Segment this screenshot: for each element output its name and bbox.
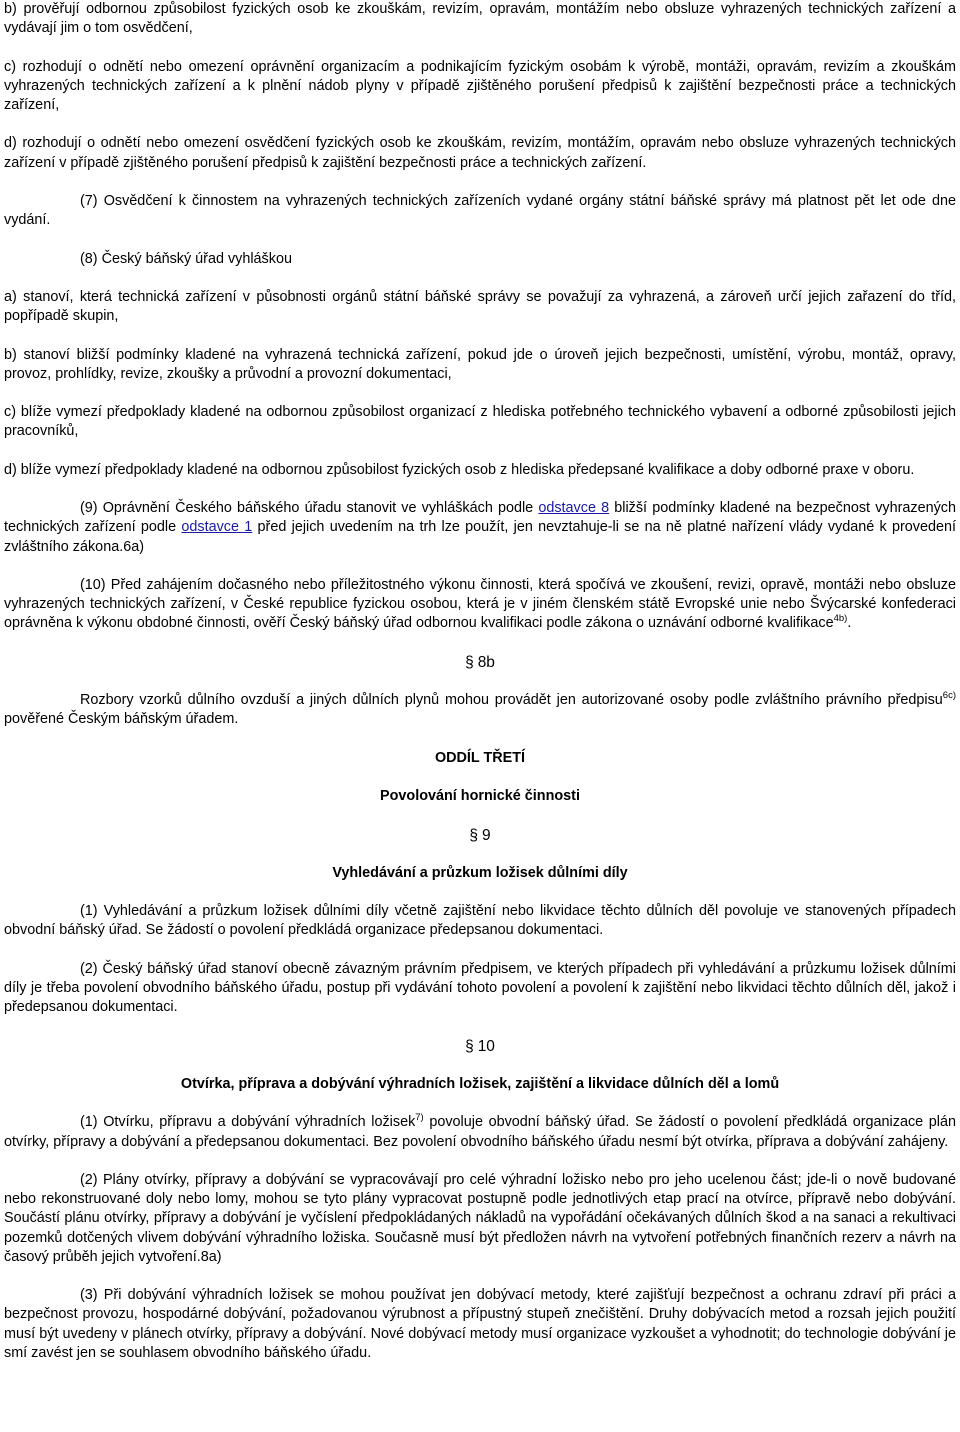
paragraph-9-text-1: (9) Oprávnění Českého báňského úřadu stanovit ve vyhláškách podle [80,500,539,517]
paragraph-8a: a) stanoví, která technická zařízení v působnosti orgánů státní báňské správy se považují za vyhrazená, a zároveň určí jejich zařazení do tříd, popřípadě skupin, [4,288,956,325]
section-symbol: § [465,1037,474,1055]
section-number-9: 9 [482,826,491,844]
paragraph-9-text-3: před jejich uvedením na trh lze použít, jen nevztahuje-li se na ně platné nařízení vlády vydané k provedení zvláštního zákona.6a) [4,519,956,555]
section-heading-10 [4,1037,956,1056]
section-9-paragraph-2: (2) Český báňský úřad stanoví obecně závazným právním předpisem, ve kterých případech při vyhledávání a průzkumu ložisek důlními díly je třeba povolení obvodního báňského úřadu, postup při vydávání tohoto povolení a povolení k zajištění nebo likvidaci těchto důlních děl, jakož i předepsanou dokumentaci. [4,960,956,1016]
paragraph-6b: b) prověřují odbornou způsobilost fyzických osob ke zkouškám, revizím, opravám, montážím nebo obsluze vyhrazených technických zařízení a vydávají jim o tom osvědčení, [4,1,956,37]
link-odstavce-1[interactable]: odstavce 1 [181,519,253,536]
section-number-10: 10 [477,1037,495,1055]
section-9-title: Vyhledávání a průzkum ložisek důlními díly [332,864,628,881]
section-10-title: Otvírka, příprava a dobývání výhradních ložisek, zajištění a likvidace důlních děl a lomů [180,1076,780,1093]
paragraph-6d: d) rozhodují o odnětí nebo omezení osvědčení fyzických osob ke zkouškám, revizím, montážím, opravám nebo obsluze vyhrazených technických zařízení v případě zjištěného porušení předpisů k zajištění bezpečnosti práce a technických zařízení. [4,135,956,171]
paragraph-8d: d) blíže vymezí předpoklady kladené na odbornou způsobilost fyzických osob z hlediska předepsané kvalifikace a doby odborné praxe v oboru. [4,461,915,478]
section-symbol: § [469,826,478,844]
part-title: ODDÍL TŘETÍ [434,749,526,766]
paragraph-8: (8) Český báňský úřad vyhláškou [80,250,292,267]
section-10-paragraph-2: (2) Plány otvírky, přípravy a dobývání se vypracovávají pro celé výhradní ložisko nebo pro jeho ucelenou část; jde-li o nově budované nebo rekonstruované doly nebo lomy, mohou se tyto plány vypracovat postupně podle jednotlivých etap prací na otvírce, přípravě nebo dobývání. Součástí plánu otvírky, přípravy a dobývání je vyčíslení předpokládaných nákladů na vypořádání očekávaných důlních škod a na sanaci a rekultivaci pozemků dotčených vlivem dobývání výhradního ložiska. Současně musí být předložen návrh na vytvoření potřebných finančních rezerv a návrh na časový průběh jejich vytvoření.8a) [4,1172,956,1265]
paragraph-10-end: . [847,615,852,632]
paragraph-9 [4,499,956,557]
paragraph-8c: c) blíže vymezí předpoklady kladené na odbornou způsobilost organizací z hlediska potřebného technického vybavení a odborné způsobilosti jejich pracovníků, [4,404,956,440]
section-10-paragraph-1-text-2: povoluje obvodní báňský úřad. Se žádostí o povolení předkládá organizace plán otvírky, přípravy a dobývání a předepsanou dokumentaci. Bez povolení obvodního báňského úřadu nesmí být otvírka, příprava a dobývání zahájeny. [4,1114,956,1150]
section-10-paragraph-1 [4,1113,956,1151]
section-9-paragraph-1: (1) Vyhledávání a průzkum ložisek důlními díly včetně zajištění nebo likvidace těchto důlních děl povoluje ve stanovených případech obvodní báňský úřad. Se žádostí o povolení předkládá organizace předepsanou dokumentaci. [4,903,956,939]
footnote-ref-6c: 6c) [942,690,956,702]
section-8b-text [4,691,956,729]
section-symbol: § [465,653,474,671]
section-heading-8b [4,653,956,672]
section-8b-text-2: pověřené Českým báňským úřadem. [4,711,239,728]
document-page [4,0,956,1363]
paragraph-9-text-2: bližší podmínky kladené na bezpečnost vyhrazených technických zařízení podle [4,500,956,536]
link-odstavce-8[interactable]: odstavce 8 [538,500,610,517]
paragraph-10-text: (10) Před zahájením dočasného nebo příležitostného výkonu činnosti, která spočívá ve zkoušení, revizi, opravě, montáži nebo obsluze vyhrazených technických zařízení, v České republice fyzickou osobou, která je v jiném členském státě Evropské unie nebo Švýcarské konfederaci oprávněna k výkonu obdobné činnosti, ověří Český báňský úřad odbornou kvalifikaci podle zákona o uznávání odborné kvalifikace [4,576,956,632]
paragraph-7: (7) Osvědčení k činnostem na vyhrazených technických zařízeních vydané orgány státní báňské správy má platnost pět let ode dne vydání. [4,192,956,229]
footnote-ref-7: 7) [415,1112,424,1124]
section-number-8b: 8b [477,653,495,671]
section-10-paragraph-3: (3) Při dobývání výhradních ložisek se mohou používat jen dobývací metody, které zajišťují bezpečnost a ochranu zdraví při práci a bezpečnost provozu, hospodárné dobývání, požadovanou výrubnost a přípustný stupeň znečištění. Druhy dobývacích metod a rozsah jejich použití musí být uvedeny v plánech otvírky, přípravy a dobývání. Nové dobývací metody musí organizace vyzkoušet a vyhodnotit; do technologie dobývání je smí zavést jen se souhlasem obvodního báňského úřadu. [4,1287,956,1361]
paragraph-8b: b) stanoví bližší podmínky kladené na vyhrazená technická zařízení, pokud jde o úroveň jejich bezpečnosti, umístění, výrobu, montáž, opravy, provoz, prohlídky, revize, zkoušky a průvodní a provozní dokumentaci, [4,346,956,382]
paragraph-10 [4,576,956,634]
footnote-ref-4b: 4b) [833,613,848,625]
part-subtitle: Povolování hornické činnosti [380,788,580,805]
section-heading-9 [4,826,956,845]
paragraph-6c: c) rozhodují o odnětí nebo omezení oprávnění organizacím a podnikajícím fyzickým osobám k výrobě, montáži, opravám, revizím a zkouškám vyhrazených technických zařízení a k plnění nádob plyny v případě zjištěného porušení předpisů k zajištění bezpečnosti práce a technických zařízení, [4,58,956,113]
section-8b-text-1: Rozbory vzorků důlního ovzduší a jiných důlních plynů mohou provádět jen autorizované osoby podle zvláštního právního předpisu [80,692,943,709]
section-10-paragraph-1-text-1: (1) Otvírku, přípravu a dobývání výhradních ložisek [80,1114,416,1131]
